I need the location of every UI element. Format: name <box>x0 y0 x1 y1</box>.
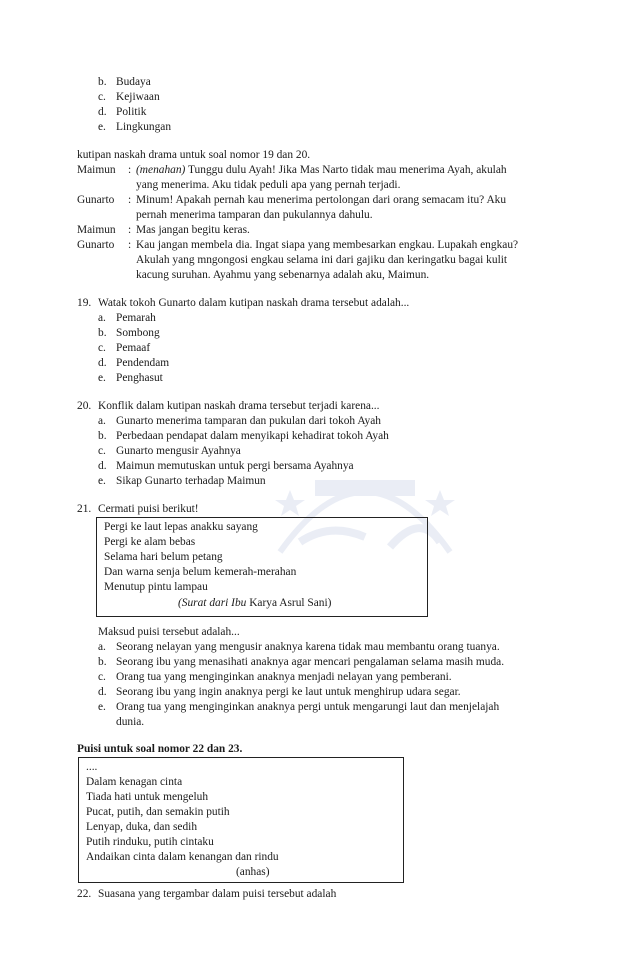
colon: : <box>128 194 132 206</box>
colon: : <box>128 224 132 236</box>
option-letter: c. <box>98 342 106 354</box>
prev-option-c: c. <box>98 91 106 103</box>
poem-line: Tiada hati untuk mengeluh <box>86 791 209 803</box>
question-text: Suasana yang tergambar dalam puisi tersebut adalah <box>98 888 337 900</box>
poem-line: Dalam kenagan cinta <box>86 776 183 788</box>
poem-line: Putih rinduku, putih cintaku <box>86 836 214 848</box>
question-number: 22. <box>77 888 92 900</box>
poem-line: Lenyap, duka, dan sedih <box>86 821 198 833</box>
option-text: Seorang nelayan yang mengusir anaknya karena tidak mau membantu orang tuanya. <box>116 641 500 653</box>
option-letter: c. <box>98 445 106 457</box>
colon: : <box>128 239 132 251</box>
option-text-continued: dunia. <box>116 716 145 728</box>
question-prompt: Maksud puisi tersebut adalah... <box>98 626 240 638</box>
option-letter: d. <box>98 460 107 472</box>
dialogue-line: Mas jangan begitu keras. <box>136 224 250 236</box>
option-text: Seorang ibu yang ingin anaknya pergi ke laut untuk menghirup udara segar. <box>116 686 461 698</box>
poem-line: Selama hari belum petang <box>104 551 223 563</box>
dialogue-line: pernah menerima tamparan dan pukulannya dahulu. <box>136 209 373 221</box>
poem-line: .... <box>86 761 98 773</box>
option-text: Perbedaan pendapat dalam menyikapi kehadirat tokoh Ayah <box>116 430 389 442</box>
dialogue-line: (menahan) Tunggu dulu Ayah! Jika Mas Narto tidak mau menerima Ayah, akulah <box>136 164 507 176</box>
option-text: Gunarto menerima tamparan dan pukulan dari tokoh Ayah <box>116 415 381 427</box>
colon: : <box>128 164 132 176</box>
option-text: Seorang ibu yang menasihati anaknya agar mencari pengalaman selama masih muda. <box>116 656 505 668</box>
prev-option-e-text: Lingkungan <box>116 121 172 133</box>
speaker: Gunarto <box>77 239 115 251</box>
option-text: Orang tua yang menginginkan anaknya pergi untuk mengarungi laut dan menjelajah <box>116 701 500 713</box>
option-letter: b. <box>98 327 107 339</box>
prev-option-d: d. <box>98 106 107 118</box>
option-letter: e. <box>98 475 106 487</box>
speaker: Gunarto <box>77 194 115 206</box>
option-text: Maimun memutuskan untuk pergi bersama Ayahnya <box>116 460 354 472</box>
dialogue-line: kacung suruhan. Ayahmu yang sebenarnya adalah aku, Maimun. <box>136 269 430 281</box>
option-letter: d. <box>98 357 107 369</box>
stage-direction: (menahan) <box>136 164 186 176</box>
option-text: Sikap Gunarto terhadap Maimun <box>116 475 266 487</box>
poem-line: Dan warna senja belum kemerah-merahan <box>104 566 297 578</box>
question-text: Konflik dalam kutipan naskah drama tersebut terjadi karena... <box>98 400 380 412</box>
option-letter: c. <box>98 671 106 683</box>
option-text: Pemarah <box>116 312 156 324</box>
question-text: Cermati puisi berikut! <box>98 503 199 515</box>
question-number: 19. <box>77 297 92 309</box>
dialogue-line: yang menerima. Aku tidak peduli apa yang pernah terjadi. <box>136 179 401 191</box>
option-text: Gunarto mengusir Ayahnya <box>116 445 241 457</box>
option-letter: b. <box>98 656 107 668</box>
dialogue-line: Akulah yang mngongosi engkau selama ini dari gajiku dan keringatku bagai kulit <box>136 254 508 266</box>
drama-intro: kutipan naskah drama untuk soal nomor 19 dan 20. <box>77 149 311 161</box>
option-text: Pendendam <box>116 357 170 369</box>
speaker: Maimun <box>77 224 116 236</box>
option-text: Sombong <box>116 327 160 339</box>
poem-line: Pergi ke alam bebas <box>104 536 196 548</box>
prev-option-b-text: Budaya <box>116 76 151 88</box>
option-letter: b. <box>98 430 107 442</box>
section-heading: Puisi untuk soal nomor 22 dan 23. <box>77 743 243 755</box>
poem-line: Andaikan cinta dalam kenangan dan rindu <box>86 851 279 863</box>
question-number: 20. <box>77 400 92 412</box>
poem-source-title: (Surat dari Ibu <box>178 597 247 609</box>
dialogue-line: Minum! Apakah pernah kau menerima pertolongan dari orang semacam itu? Aku <box>136 194 507 206</box>
option-text: Penghasut <box>116 372 163 384</box>
speaker: Maimun <box>77 164 116 176</box>
poem-line: Menutup pintu lampau <box>104 581 208 593</box>
option-letter: e. <box>98 372 106 384</box>
question-text: Watak tokoh Gunarto dalam kutipan naskah drama tersebut adalah... <box>98 297 410 309</box>
prev-option-d-text: Politik <box>116 106 147 118</box>
prev-option-c-text: Kejiwaan <box>116 91 160 103</box>
option-text: Pemaaf <box>116 342 151 354</box>
option-letter: e. <box>98 701 106 713</box>
poem-source: (Surat dari Ibu Karya Asrul Sani) <box>178 597 332 609</box>
option-letter: a. <box>98 312 106 324</box>
option-letter: a. <box>98 641 106 653</box>
poem-author: (anhas) <box>236 866 270 878</box>
dialogue-line: Kau jangan membela dia. Ingat siapa yang membesarkan engkau. Lupakah engkau? <box>136 239 519 251</box>
option-text: Orang tua yang menginginkan anaknya menjadi nelayan yang pemberani. <box>116 671 452 683</box>
question-number: 21. <box>77 503 92 515</box>
option-letter: a. <box>98 415 106 427</box>
prev-option-b: b. <box>98 76 107 88</box>
poem-line: Pucat, putih, dan semakin putih <box>86 806 230 818</box>
prev-option-e: e. <box>98 121 106 133</box>
poem-line: Pergi ke laut lepas anakku sayang <box>104 521 258 533</box>
option-letter: d. <box>98 686 107 698</box>
